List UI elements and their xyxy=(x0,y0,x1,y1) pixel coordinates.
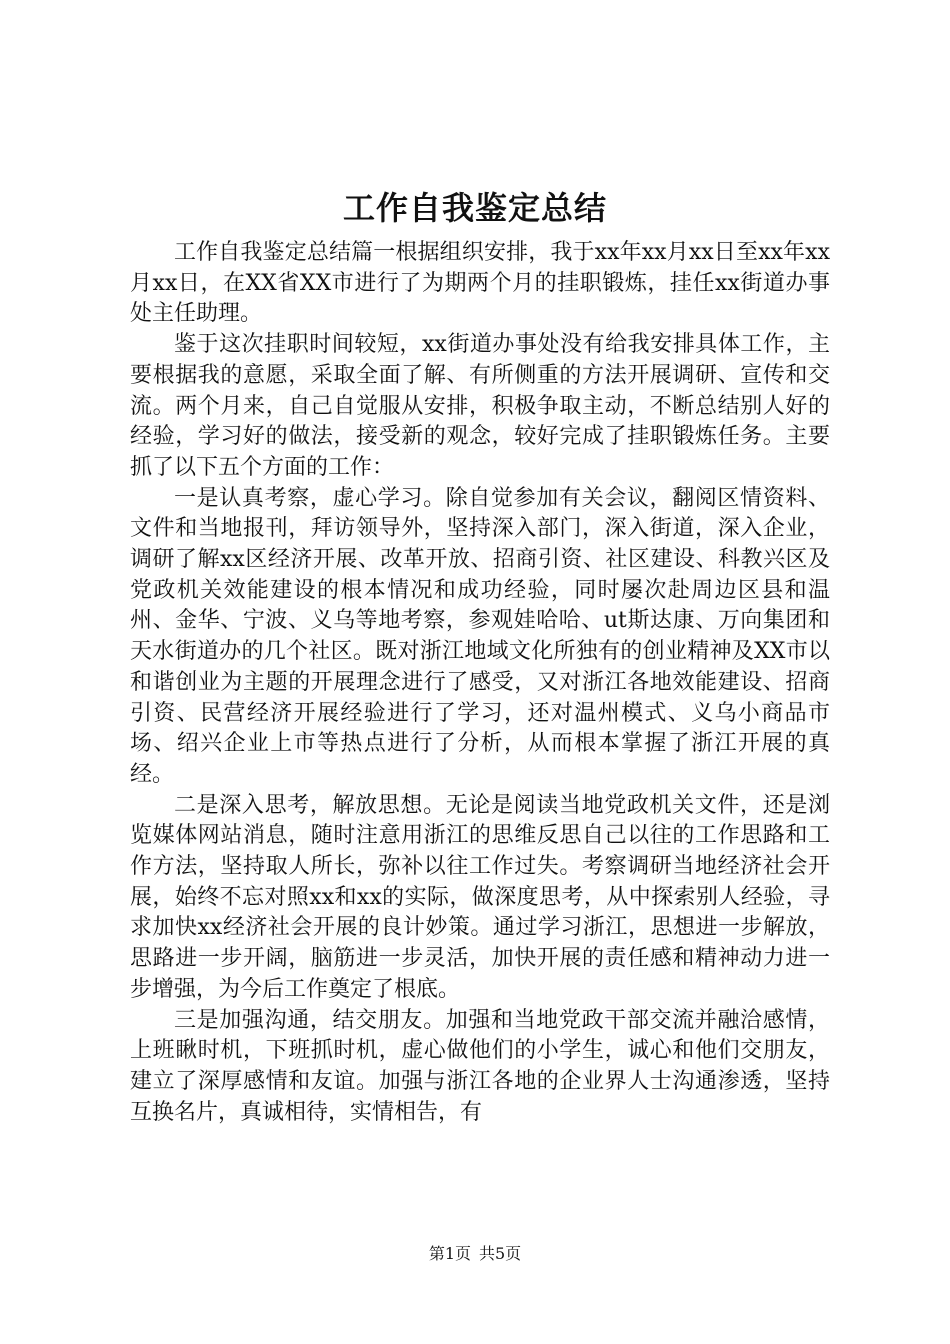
paragraph-4: 二是深入思考，解放思想。无论是阅读当地党政机关文件，还是浏览媒体网站消息，随时注意用浙江的思维反思自己以往的工作思路和工作方法，坚持取人所长，弥补以往工作过失。考察调研当地经济社会开展，始终不忘对照xx和xx的实际，做深度思考，从中探索别人经验，寻求加快xx经济社会开展的良计妙策。通过学习浙江，思想进一步解放，思路进一步开阔，脑筋进一步灵活，加快开展的责任感和精神动力进一步增强，为今后工作奠定了根底。 xyxy=(130,792,830,1002)
page-total: 共5页 xyxy=(479,1244,522,1263)
document-title: 工作自我鉴定总结 xyxy=(342,189,607,227)
page-footer xyxy=(0,1243,950,1265)
paragraph-1: 工作自我鉴定总结篇一根据组织安排，我于xx年xx月xx日至xx年xx月xx日，在XX省XX市进行了为期两个月的挂职锻炼，挂任xx街道办事处主任助理。 xyxy=(130,240,830,327)
document-body xyxy=(130,238,830,1128)
paragraph-5: 三是加强沟通，结交朋友。加强和当地党政干部交流并融洽感情，上班瞅时机，下班抓时机，虚心做他们的小学生，诚心和他们交朋友，建立了深厚感情和友谊。加强与浙江各地的企业界人士沟通渗透，坚持互换名片，真诚相待，实情相告，有 xyxy=(130,1007,830,1125)
paragraph-3: 一是认真考察，虚心学习。除自觉参加有关会议，翻阅区情资料、文件和当地报刊，拜访领导外，坚持深入部门，深入街道，深入企业，调研了解xx区经济开展、改革开放、招商引资、社区建设、科教兴区及党政机关效能建设的根本情况和成功经验，同时屡次赴周边区县和温州、金华、宁波、义乌等地考察，参观娃哈哈、ut斯达康、万向集团和天水街道办的几个社区。既对浙江地域文化所独有的创业精神及XX市以和谐创业为主题的开展理念进行了感受，又对浙江各地效能建设、招商引资、民营经济开展经验进行了学习，还对温州模式、义乌小商品市场、绍兴企业上市等热点进行了分析，从而根本掌握了浙江开展的真经。 xyxy=(130,485,830,787)
page-number: 第1页 xyxy=(428,1244,471,1263)
paragraph-2: 鉴于这次挂职时间较短，xx街道办事处没有给我安排具体工作，主要根据我的意愿，采取全面了解、有所侧重的方法开展调研、宣传和交流。两个月来，自己自觉服从安排，积极争取主动，不断总结别人好的经验，学习好的做法，接受新的观念，较好完成了挂职锻炼任务。主要抓了以下五个方面的工作： xyxy=(130,332,830,480)
